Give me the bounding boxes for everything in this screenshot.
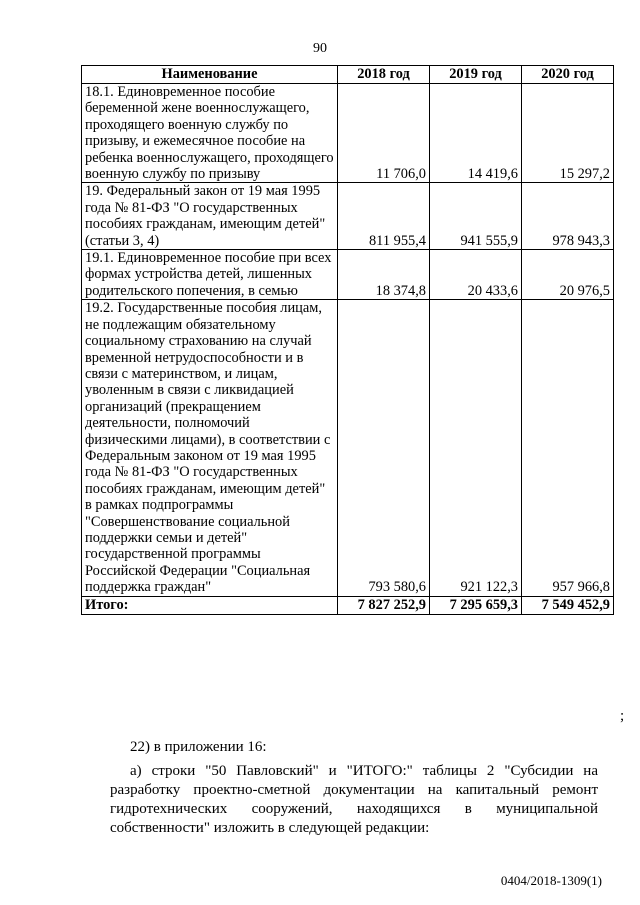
- table-row: [82, 300, 614, 596]
- table-header-row: [82, 66, 614, 84]
- total-label: Итого:: [82, 596, 338, 614]
- total-2019: 7 295 659,3: [430, 596, 522, 614]
- row-value-2019: 14 419,6: [430, 84, 522, 183]
- header-2020: 2020 год: [522, 66, 614, 84]
- row-name: 19. Федеральный закон от 19 мая 1995 года № 81-ФЗ "О государственных пособиях гражданам, имеющим детей" (статьи 3, 4): [82, 183, 338, 250]
- row-name: 19.1. Единовременное пособие при всех формах устройства детей, лишенных родительского попечения, в семью: [82, 250, 338, 300]
- row-value-2020: 957 966,8: [522, 300, 614, 596]
- row-name: 18.1. Единовременное пособие беременной жене военнослужащего, проходящего военную службу по призыву, и ежемесячное пособие на ребенка военнослужащего, проходящего военную службу по призыву: [82, 84, 338, 183]
- table-row: [82, 183, 614, 250]
- total-2020: 7 549 452,9: [522, 596, 614, 614]
- row-value-2018: 18 374,8: [338, 250, 430, 300]
- row-value-2018: 11 706,0: [338, 84, 430, 183]
- page-number: 90: [313, 41, 327, 56]
- budget-table: [81, 65, 614, 615]
- row-value-2020: 978 943,3: [522, 183, 614, 250]
- total-2018: 7 827 252,9: [338, 596, 430, 614]
- item-22: 22) в приложении 16:: [130, 739, 267, 755]
- row-value-2018: 793 580,6: [338, 300, 430, 596]
- header-2018: 2018 год: [338, 66, 430, 84]
- table-total-row: [82, 596, 614, 614]
- row-value-2018: 811 955,4: [338, 183, 430, 250]
- row-value-2020: 15 297,2: [522, 84, 614, 183]
- row-value-2019: 941 555,9: [430, 183, 522, 250]
- row-name: 19.2. Государственные пособия лицам, не подлежащим обязательному социальному страхованию на случай временной нетрудоспособности и в связи с материнством, и лицам, уволенным в связи с ликвидацией организаций (прекращением деятельности, полномочий физическими лицами), в соответствии с Федеральным законом от 19 мая 1995 года № 81-ФЗ "О государственных пособиях гражданам, имеющим детей" в рамках подпрограммы "Совершенствование социальной поддержки семьи и детей" государственной программы Российской Федерации "Социальная поддержка граждан": [82, 300, 338, 596]
- row-value-2019: 20 433,6: [430, 250, 522, 300]
- row-value-2019: 921 122,3: [430, 300, 522, 596]
- row-value-2020: 20 976,5: [522, 250, 614, 300]
- document-code: 0404/2018-1309(1): [500, 873, 602, 888]
- after-table-semicolon: ;: [620, 708, 625, 724]
- item-22a: а) строки "50 Павловский" и "ИТОГО:" таблицы 2 "Субсидии на разработку проектно-сметной документации на капитальный ремонт гидротехнических сооружений, находящихся в муниципальной собственности" изложить в следующей редакции:: [110, 763, 598, 836]
- table-row: [82, 84, 614, 183]
- header-name: Наименование: [82, 66, 338, 84]
- table-row: [82, 250, 614, 300]
- header-2019: 2019 год: [430, 66, 522, 84]
